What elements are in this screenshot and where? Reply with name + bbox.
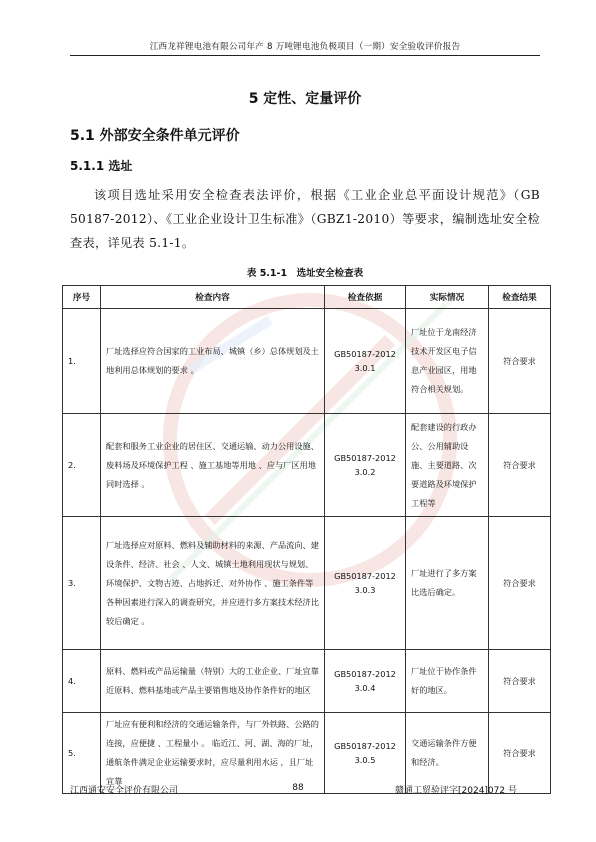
- row-fact: 厂址位于龙南经济技术开发区电子信息产业园区，用地符合相关规划。: [406, 309, 489, 414]
- basis-code: GB50187-2012: [334, 349, 396, 359]
- running-header: 江西龙祥锂电池有限公司年产 8 万吨锂电池负极项目（一期）安全验收评价报告: [149, 42, 461, 52]
- row-result: 符合要求: [489, 650, 551, 713]
- row-result: 符合要求: [489, 414, 551, 517]
- header-item: 检查内容: [101, 286, 325, 309]
- row-no: 3.: [63, 517, 101, 650]
- footer-report-number: 赣通工贸验评字[2024]072 号: [395, 786, 517, 796]
- basis-code: GB50187-2012: [334, 669, 396, 679]
- row-fact: 厂址位于协作条件好的地区。: [406, 650, 489, 713]
- table-caption: 表 5.1-1 选址安全检查表: [246, 268, 364, 279]
- header-basis: 检查依据: [325, 286, 406, 309]
- row-no: 2.: [63, 414, 101, 517]
- section-title: 5.1 外部安全条件单元评价: [70, 128, 240, 144]
- row-basis: [325, 309, 406, 414]
- table-header-row: [63, 286, 551, 309]
- chapter-title: 5 定性、定量评价: [248, 91, 362, 107]
- site-safety-checklist-table: [62, 285, 551, 794]
- row-item: 厂址选择应对原料、燃料及辅助材料的来源、产品流向、建设条件、经济、社会 、人文、城镇土地利用现状与规划、环境保护、文物古迹、占地拆迁、对外协作 、施工条件等各种因素进行深入的调查研究，并应进行多方案技术经济比较后确定 。: [101, 517, 325, 650]
- row-result: 符合要求: [489, 713, 551, 794]
- row-item: 厂址应有便利和经济的交通运输条件，与厂外铁路、公路的连接，应便捷 、工程量小 。 临近江、河、湖、海的厂址，通航条件满足企业运输要求时，应尽量利用水运 ，且厂址宜靠: [101, 713, 325, 794]
- page-number: 88: [292, 783, 304, 793]
- table-row: [63, 309, 551, 414]
- row-item: 厂址选择应符合国家的工业布局、城镇（乡）总体规划及土地利用总体规划的要求 。: [101, 309, 325, 414]
- row-fact: 配套建设的行政办公、公用辅助设施、主要道路、次要道路及环境保护工程等: [406, 414, 489, 517]
- subsection-title: 5.1.1 选址: [70, 159, 133, 173]
- header-fact: 实际情况: [406, 286, 489, 309]
- row-basis: [325, 713, 406, 794]
- header-no: 序号: [63, 286, 101, 309]
- table-row: [63, 414, 551, 517]
- basis-clause: 3.0.5: [354, 755, 376, 765]
- row-basis: [325, 414, 406, 517]
- basis-code: GB50187-2012: [334, 571, 396, 581]
- basis-clause: 3.0.4: [354, 683, 376, 693]
- basis-code: GB50187-2012: [334, 453, 396, 463]
- row-no: 5.: [63, 713, 101, 794]
- table-row: [63, 517, 551, 650]
- basis-clause: 3.0.3: [354, 585, 376, 595]
- body-paragraph: 该项目选址采用安全检查表法评价，根据《工业企业总平面设计规范》（GB 50187-2012）、《工业企业设计卫生标准》（GBZ1-2010）等要求，编制选址安全检查表，详见表 5.1-1。: [70, 188, 540, 250]
- basis-clause: 3.0.2: [354, 467, 376, 477]
- basis-code: GB50187-2012: [334, 741, 396, 751]
- row-result: 符合要求: [489, 517, 551, 650]
- table-row: [63, 713, 551, 794]
- row-result: 符合要求: [489, 309, 551, 414]
- basis-clause: 3.0.1: [354, 363, 376, 373]
- row-basis: [325, 517, 406, 650]
- footer-company: 江西通安安全评价有限公司: [70, 786, 179, 796]
- row-basis: [325, 650, 406, 713]
- header-rule: [70, 55, 540, 56]
- row-fact: 交通运输条件方便和经济。: [406, 713, 489, 794]
- table-row: [63, 650, 551, 713]
- header-result: 检查结果: [489, 286, 551, 309]
- row-no: 4.: [63, 650, 101, 713]
- row-fact: 厂址进行了多方案比选后确定。: [406, 517, 489, 650]
- row-item: 原料、燃料或产品运输量（特别）大的工业企业、厂址宜靠近原料、燃料基地或产品主要销售地及协作条件好的地区: [101, 650, 325, 713]
- row-item: 配套和服务工业企业的居住区、交通运输、动力公用设施、废料场及环境保护工程 、施工基地等用地 、应与厂区用地同时选择 。: [101, 414, 325, 517]
- row-no: 1.: [63, 309, 101, 414]
